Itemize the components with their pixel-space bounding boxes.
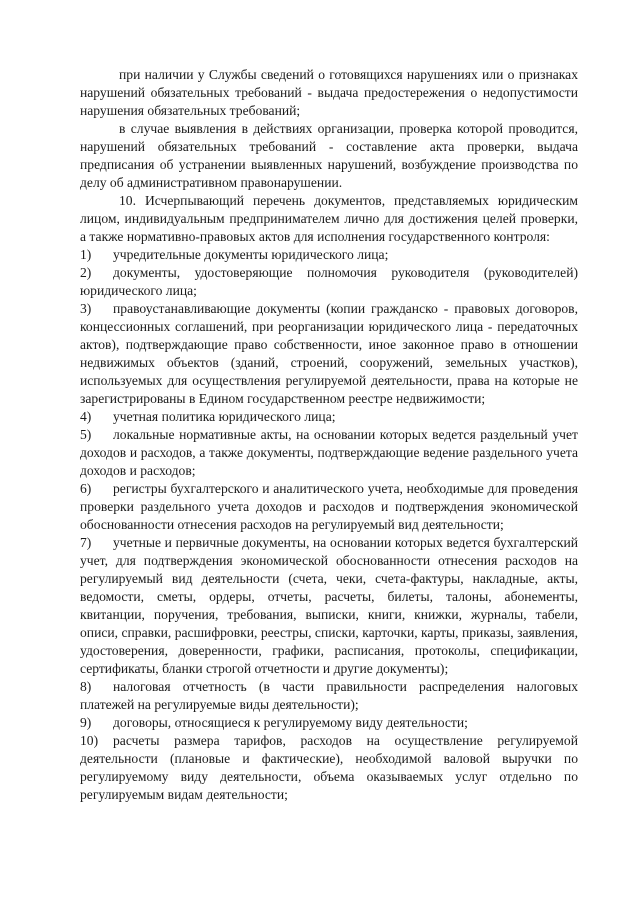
paragraph-warning: при наличии у Службы сведений о готовящихся нарушениях или о признаках нарушений обязательных требований - выдача предостережения о недопустимости нарушения обязательных требований;: [80, 67, 578, 118]
list-item-number: 5): [80, 427, 92, 442]
list-item-number: 3): [80, 301, 92, 316]
list-item: [80, 714, 578, 732]
list-item-number: 10): [80, 733, 99, 748]
list-item: [80, 426, 578, 480]
list-item-text: учетная политика юридического лица;: [113, 409, 336, 424]
list-item-number: 2): [80, 265, 92, 280]
list-item-text: правоустанавливающие документы (копии гражданско - правовых договоров, концессионных соглашений, при реорганизации юридического лица - передаточных актов), подтверждающие право собственности, иное законное право в отношении недвижимых объектов (зданий, строений, сооружений, земельных участков), используемых для осуществления регулируемой деятельности, права на которые не зарегистрированы в Едином государственном реестре недвижимости;: [80, 301, 578, 406]
list-item-number: 9): [80, 715, 92, 730]
list-item: [80, 264, 578, 300]
list-item: [80, 300, 578, 408]
list-item: [80, 480, 578, 534]
list-item-number: 4): [80, 409, 92, 424]
list-item-text: договоры, относящиеся к регулируемому виду деятельности;: [113, 715, 468, 730]
list-item: [80, 678, 578, 714]
list-item: [80, 534, 578, 678]
list-item-text: учредительные документы юридического лица;: [113, 247, 389, 262]
list-item: [80, 732, 578, 804]
list-item-text: локальные нормативные акты, на основании которых ведется раздельный учет доходов и расходов, а также документы, подтверждающие ведение раздельного учета доходов и расходов;: [80, 427, 578, 478]
list-item-number: 1): [80, 247, 92, 262]
list-item-number: 7): [80, 535, 92, 550]
list-item-text: учетные и первичные документы, на основании которых ведется бухгалтерский учет, для подтверждения экономической обоснованности отнесения расходов на регулируемый вид деятельности (счета, чеки, счета-фактуры, накладные, акты, ведомости, сметы, ордеры, отчеты, расчеты, билеты, талоны, абонементы, квитанции, поручения, требования, выписки, книги, книжки, журналы, табели, описи, справки, расшифровки, реестры, списки, карточки, карты, приказы, заявления, удостоверения, доверенности, графики, расписания, протоколы, спецификации, сертификаты, бланки строгой отчетности и другие документы);: [80, 535, 578, 676]
list-item-text: документы, удостоверяющие полномочия руководителя (руководителей) юридического лица;: [80, 265, 578, 298]
list-item-number: 8): [80, 679, 92, 694]
document-body: [80, 66, 578, 804]
list-item-text: налоговая отчетность (в части правильности распределения налоговых платежей на регулируемые виды деятельности);: [80, 679, 578, 712]
paragraph-section-10: 10. Исчерпывающий перечень документов, представляемых юридическим лицом, индивидуальным предпринимателем лично для достижения целей проверки, а также нормативно-правовых актов для исполнения государственного контроля:: [80, 193, 578, 244]
paragraph-violations: в случае выявления в действиях организации, проверка которой проводится, нарушений обязательных требований - составление акта проверки, выдача предписания об устранении выявленных нарушений, возбуждение производства по делу об административном правонарушении.: [80, 121, 578, 190]
list-item: [80, 246, 578, 264]
list-item-text: регистры бухгалтерского и аналитического учета, необходимые для проведения проверки раздельного учета доходов и расходов и подтверждения экономической обоснованности отнесения расходов на регулируемый вид деятельности;: [80, 481, 578, 532]
list-item-number: 6): [80, 481, 92, 496]
list-item-text: расчеты размера тарифов, расходов на осуществление регулируемой деятельности (плановые и фактические), необходимой валовой выручки по регулируемому виду деятельности, объема оказываемых услуг отдельно по регулируемым видам деятельности;: [80, 733, 578, 802]
list-item: [80, 408, 578, 426]
